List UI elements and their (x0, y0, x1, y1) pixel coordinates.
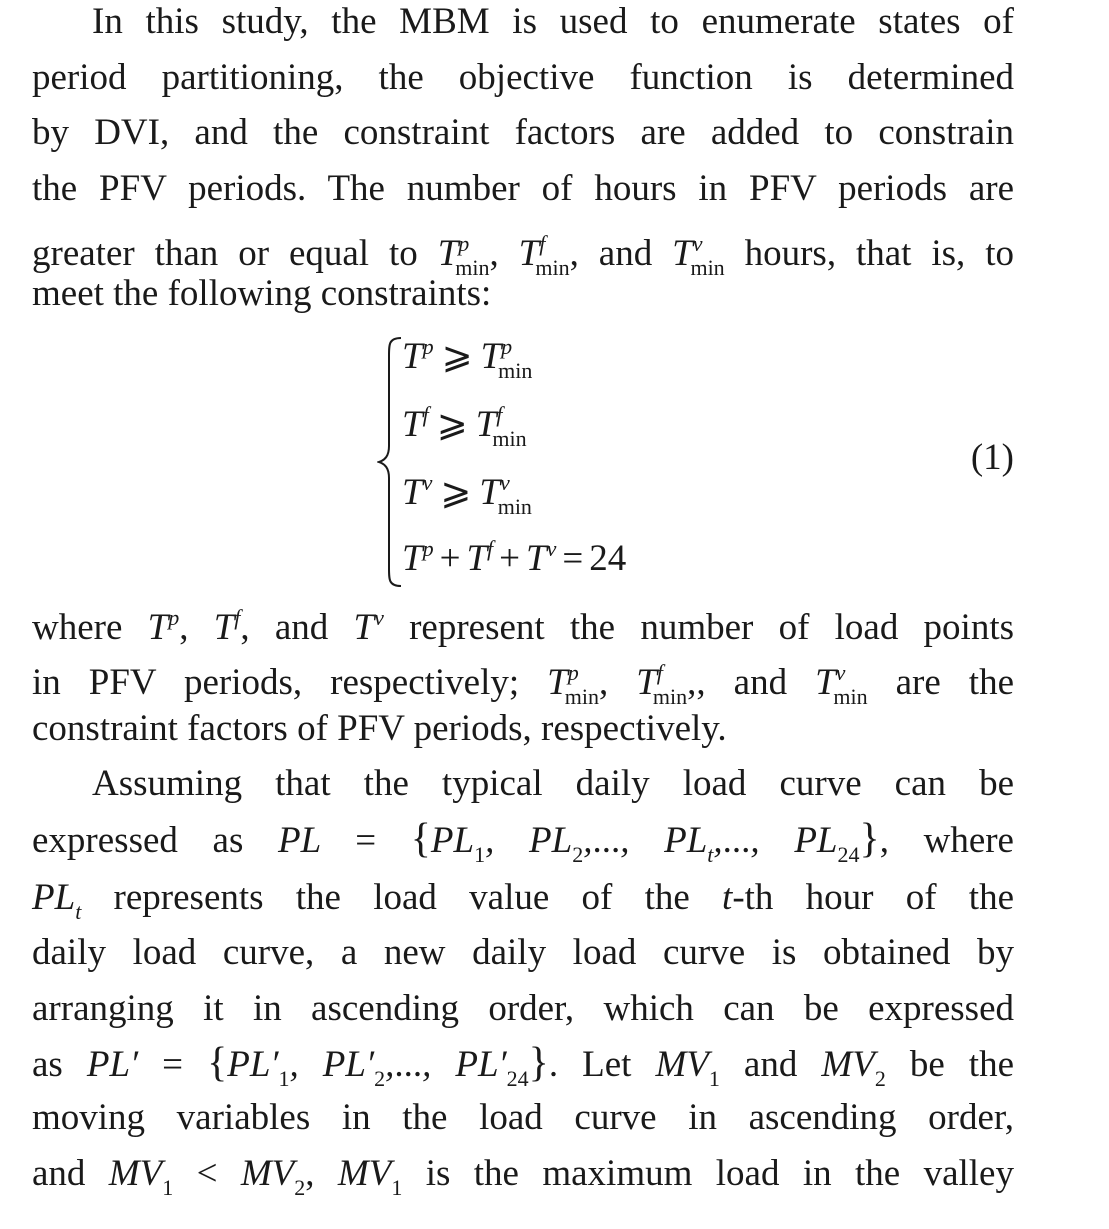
math-MV1: $MV_1$ (337, 1152, 403, 1200)
paragraph-3 (32, 756, 1014, 1201)
text-line: the PFV periods. The number of hours in PFV periods are (32, 167, 1014, 209)
text-line: daily load curve, a new daily load curve is obtained by (32, 932, 1014, 973)
equation-row-peak: $T^p$ ⩾ $T^p_{min}$ (402, 333, 533, 383)
equation-row-sum: $T^p + T^f + T^v = 24$ (402, 535, 627, 579)
text-line: Assuming that the typical daily load curve can be (92, 763, 1014, 804)
math-PL-set: PL = {$PL_1$, $PL_2$,..., $PL_t$,..., $PL_{24}$} (278, 815, 880, 867)
text-line-with-math: as $PL' = \{PL'_1$, $PL'_2$,..., $PL'_{24}$}. Let $MV_1$ and $MV_2$ be the (32, 1040, 1014, 1091)
math-MV1: $MV_1$ (655, 1044, 720, 1091)
math-PL-t: $PL_t$ (32, 876, 82, 924)
math-T-min-p: $T^p_{min}$ (437, 231, 490, 280)
text-line-with-math: in PFV periods, respectively; $T^p_{min}$, $T^f_{min}$,, and $T^v_{min}$ are the (32, 660, 1014, 709)
text-line: meet the following constraints: (32, 273, 492, 314)
paragraph-2 (32, 590, 1014, 757)
text-line: by DVI, and the constraint factors are added to constrain (32, 112, 1014, 153)
math-T-min-f: $T^f_{min}$ (518, 231, 570, 280)
equation-1 (32, 328, 1014, 592)
text-line-with-math: where $T^p$, $T^f$, and $T^v$ represent the number of load points (32, 604, 1015, 648)
math-T-min-p: $T^p_{min}$ (547, 660, 599, 709)
math-T-min-f: $T^f_{min}$ (636, 660, 688, 709)
text-line: moving variables in the load curve in ascending order, (32, 1097, 1014, 1138)
left-brace-icon (377, 336, 403, 588)
text-line-with-math: expressed as PL = {$PL_1$, $PL_2$,..., $PL_t$,..., $PL_{24}$}, where (32, 815, 1014, 867)
math-T-v: $T^v$ (353, 604, 384, 648)
math-T-p: $T^p$ (147, 604, 180, 648)
text-line: constraint factors of PFV periods, respectively. (32, 707, 727, 749)
text-line-with-math: and $MV_1 < MV_2$, $MV_1$ is the maximum load in the valley (32, 1152, 1014, 1200)
math-T-min-v: $T^v_{min}$ (815, 660, 868, 709)
text-line-with-math: greater than or equal to $T^p_{min}$, $T^f_{min}$, and $T^v_{min}$ hours, that is, to (32, 231, 1014, 280)
math-t: t (722, 876, 733, 918)
math-MV1-lt-MV2: $MV_1 < MV_2$ (108, 1152, 306, 1200)
paper-page (32, 0, 1014, 1201)
math-PL-prime-set: $PL' = \{PL'_1$, $PL'_2$,..., $PL'_{24}$} (86, 1040, 549, 1091)
math-T-min-v: $T^v_{min}$ (672, 231, 725, 280)
text-line: period partitioning, the objective function is determined (32, 56, 1014, 98)
paragraph-1 (32, 0, 1014, 322)
equation-row-valley: $T^v$ ⩾ $T^v_{min}$ (402, 469, 532, 519)
text-line: arranging it in ascending order, which can be expressed (32, 987, 1014, 1029)
math-MV2: $MV_2$ (821, 1044, 886, 1091)
text-line-with-math: $PL_t$ represents the load value of the t-th hour of the (32, 876, 1014, 924)
math-T-f: $T^f$ (213, 604, 241, 648)
text-line: In this study, the MBM is used to enumerate states of (92, 1, 1014, 42)
equation-number: (1) (970, 436, 1014, 478)
equation-row-flat: $T^f$ ⩾ $T^f_{min}$ (402, 401, 527, 451)
